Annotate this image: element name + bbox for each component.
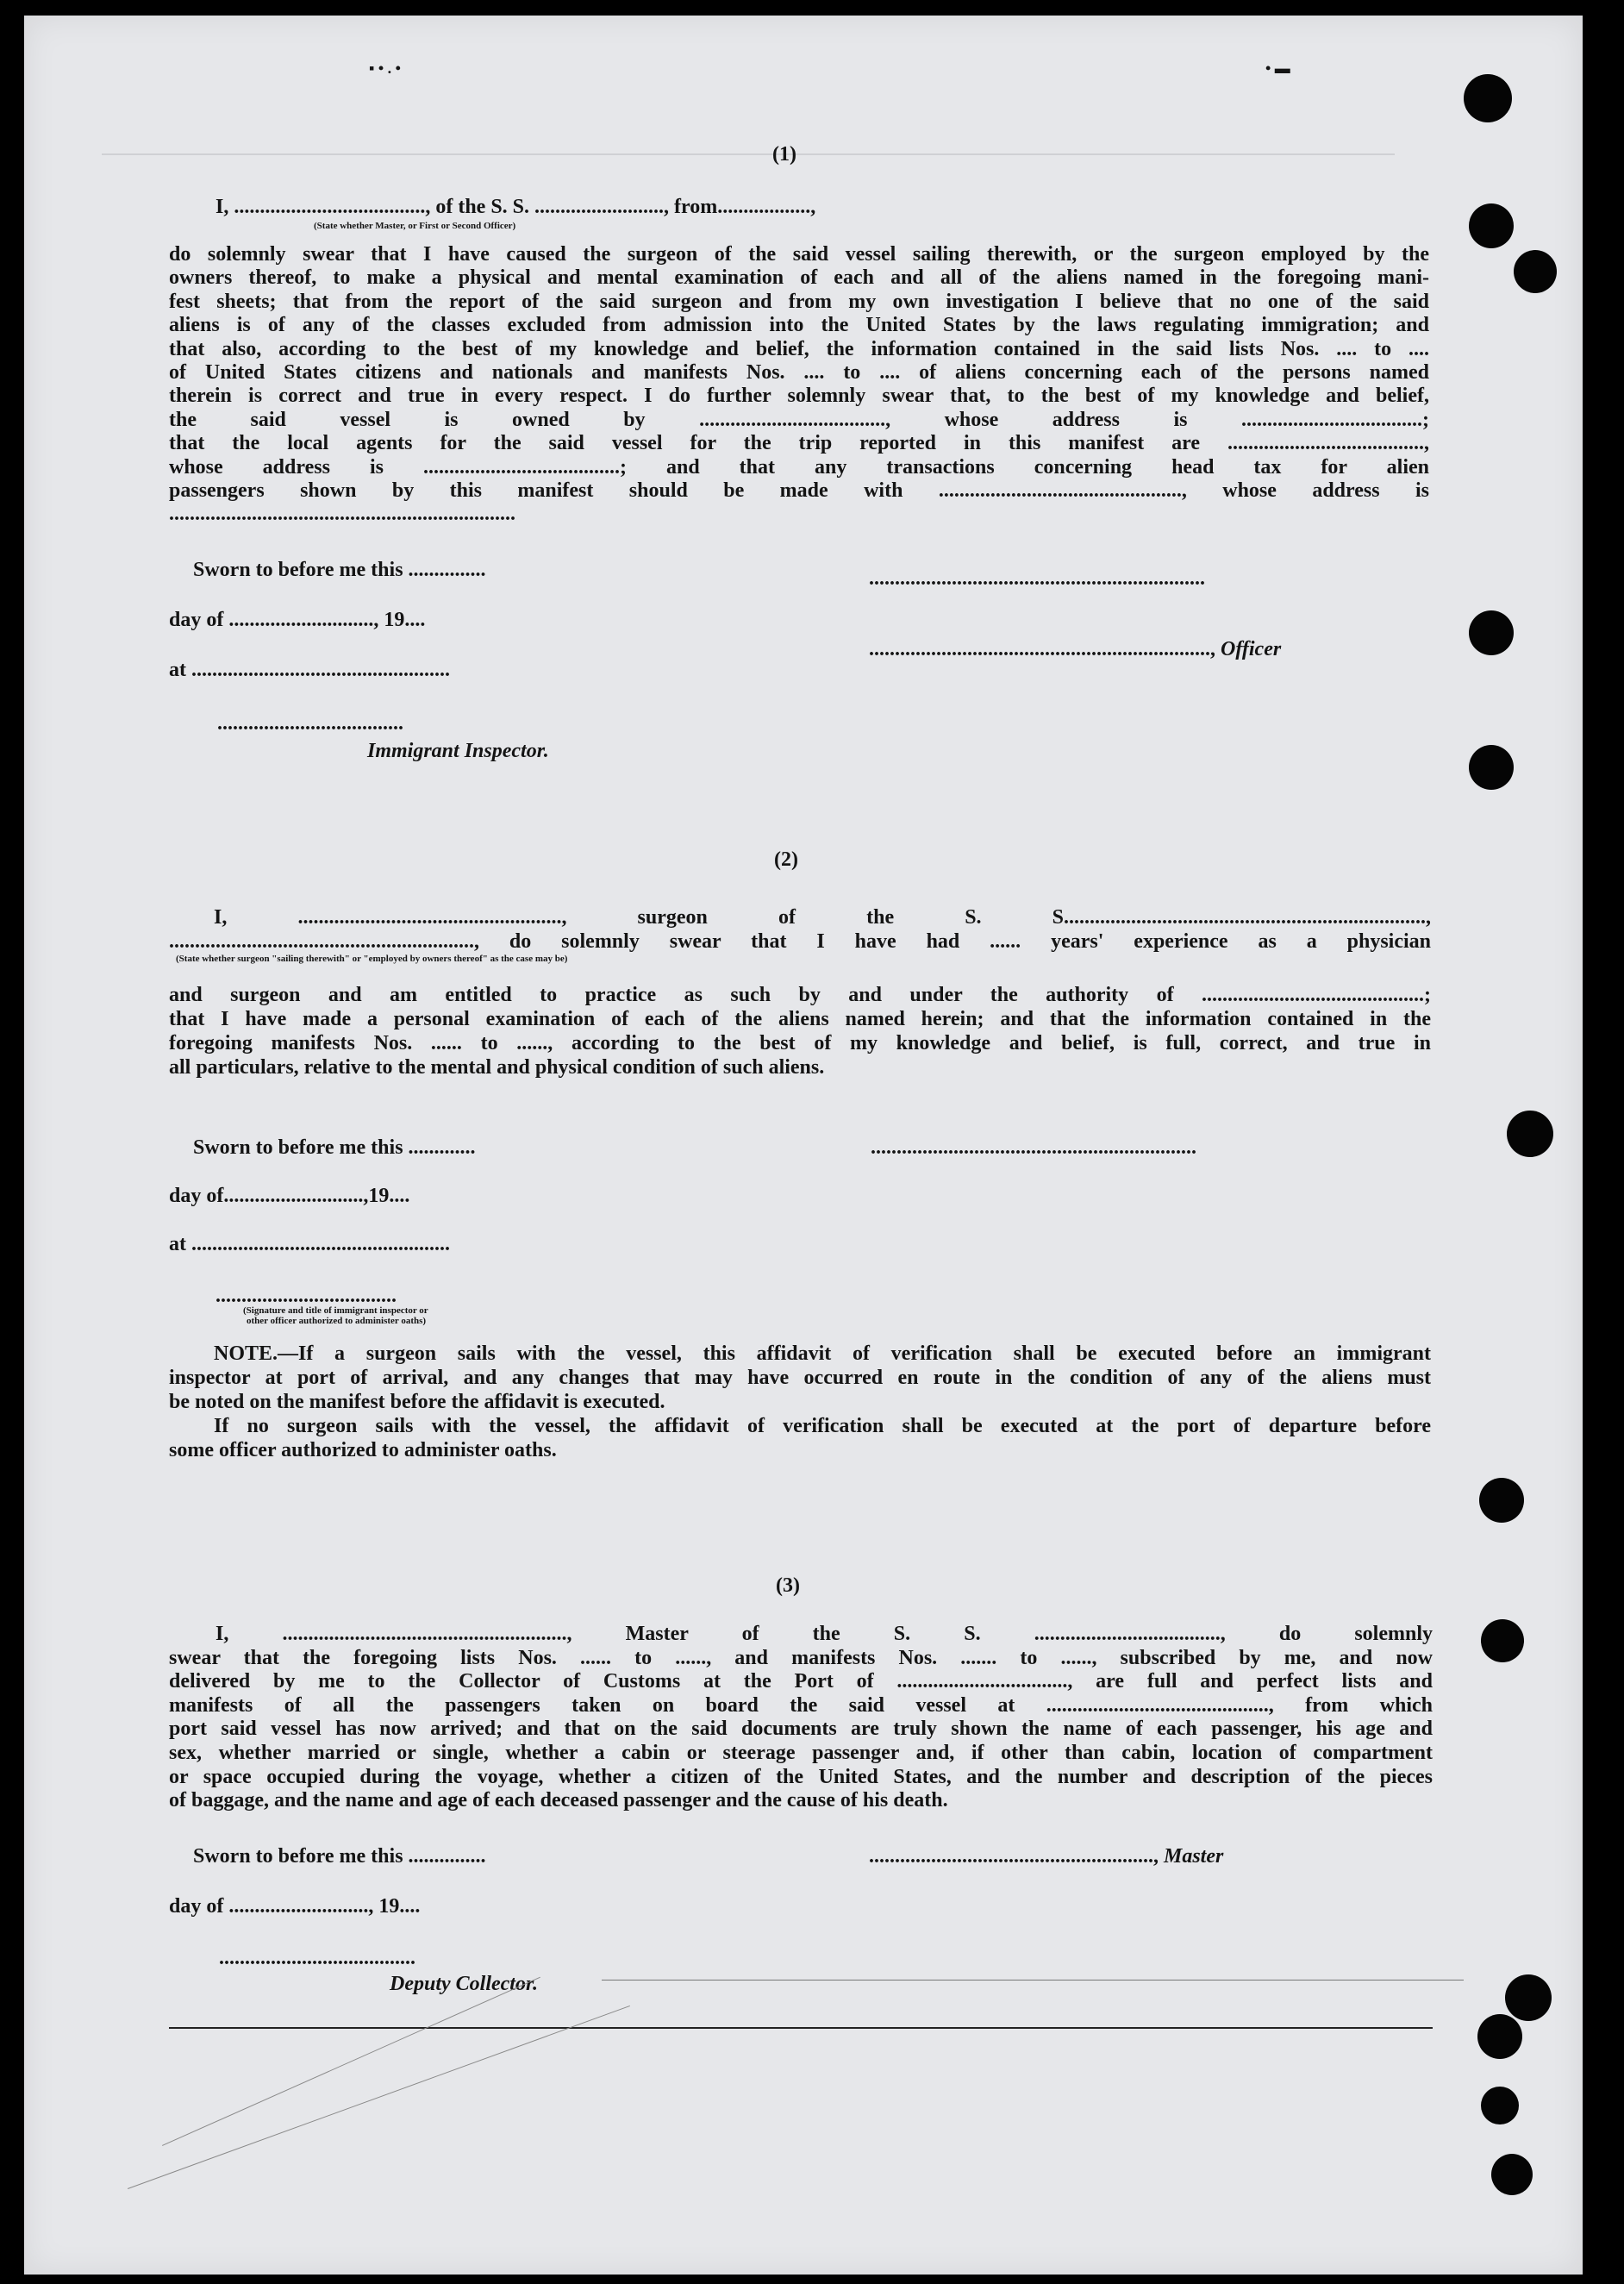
master-dots: ......................................................., [869,1845,1164,1868]
section-2-signature-note-1: (Signature and title of immigrant inspector or [243,1305,428,1316]
section-3-master-line [869,1845,1223,1868]
paragraph-line: aliens is of any of the classes excluded from admission into the United States by the laws regulating immigration; and [169,314,1429,337]
paragraph-line: therein is correct and true in every respect. I do further solemnly swear that, to the best of my knowledge and belief, [169,385,1429,408]
section-2-note [169,1342,1431,1462]
punch-hole [1464,74,1512,122]
note-text: If a surgeon sails with the vessel, this affidavit of verification shall be executed before an immigrant [298,1342,1431,1365]
section-1-right-dots: ................................................................. [869,567,1205,590]
faint-rule [602,1980,1464,1981]
paragraph-line: owners thereof, to make a physical and mental examination of each and all of the aliens named in the foregoing mani- [169,266,1429,290]
punch-hole [1481,2087,1519,2124]
punch-hole [1514,250,1557,293]
diagonal-pencil-line [162,1977,540,2146]
section-1-paragraph [169,243,1429,527]
paragraph-line: fest sheets; that from the report of the said surgeon and from my own investigation I believe that no one of the said [169,290,1429,313]
paragraph-line: passengers shown by this manifest should be made with ..............................................., whose address is [169,479,1429,503]
paragraph-line: that I have made a personal examination of each of the aliens named herein; and that the information contained in the [169,1008,1431,1030]
section-3-signature-dots: ...................................... [219,1947,415,1969]
section-2-line1 [214,905,1431,929]
punch-hole [1477,2014,1522,2059]
section-1-officer-line [869,638,1281,660]
paragraph-line: whose address is ......................................; and that any transactions concerning head tax for alien [169,455,1429,479]
section-2-line2-note: (State whether surgeon "sailing therewith" or "employed by owners thereof" as the case may be) [176,954,568,964]
paragraph-line: manifests of all the passengers taken on board the said vessel at ..........................................., from which [169,1693,1433,1717]
punch-hole [1507,1111,1553,1157]
section-2-signature-note-2: other officer authorized to administer oaths) [247,1316,427,1326]
header-mark-right: • ▬ [1265,59,1290,77]
punch-hole [1479,1478,1524,1523]
section-3-day: day of ..........................., 19.... [169,1895,421,1918]
paragraph-line: do solemnly swear that I have caused the surgeon of the said vessel sailing therewith, or the surgeon employed by the [169,243,1429,266]
section-1-line1-text: I, ....................................., of the S. S. ........................., from.................., [215,196,816,218]
paragraph-line: If no surgeon sails with the vessel, the affidavit of verification shall be executed at the port of departure before [214,1415,1431,1437]
paragraph-line: inspector at port of arrival, and any changes that may have occurred en route in the condition of any of the aliens must [169,1367,1431,1389]
punch-hole [1505,1974,1552,2021]
punch-hole [1469,745,1514,790]
punch-hole [1469,203,1514,248]
diagonal-pencil-line [128,2006,630,2189]
paragraph-line: swear that the foregoing lists Nos. ...... to ......, and manifests Nos. ....... to ......, subscribed by me, and now [169,1646,1433,1669]
paragraph-line: NOTE.—If a surgeon sails with the vessel, this affidavit of verification shall be executed before an immigrant [214,1342,1431,1365]
immigrant-inspector-label: Immigrant Inspector. [367,740,549,762]
paragraph-line: be noted on the manifest before the affidavit is executed. [169,1391,665,1413]
section-3-number: (3) [776,1574,800,1597]
section-2-day: day of...........................,19.... [169,1185,410,1207]
officer-label: Officer [1221,638,1282,660]
paragraph-line: some officer authorized to administer oaths. [169,1439,557,1461]
paragraph-line: I, ..................................................., surgeon of the S. S......................................................................, [214,906,1431,929]
paragraph-line: ..........................................................., do solemnly swear that I have had ...... years' experience as a physician [169,930,1431,953]
paragraph-line: all particulars, relative to the mental and physical condition of such aliens. [169,1056,825,1079]
paragraph-line: that also, according to the best of my knowledge and belief, the information contained in the said lists Nos. .... to .... [169,337,1429,360]
section-2-at: at .................................................. [169,1233,450,1255]
punch-hole [1469,610,1514,655]
section-1-signature-dots: .................................... [217,712,403,735]
note-label: NOTE. [214,1342,278,1365]
paragraph-line: and surgeon and am entitled to practice as such by and under the authority of ...........................................; [169,984,1431,1006]
punch-hole [1491,2154,1533,2195]
section-1-at: at .................................................. [169,659,450,681]
section-3-sworn: Sworn to before me this ............... [193,1845,486,1868]
section-1-line1 [215,195,1429,219]
officer-dots: .................................................................., [869,638,1221,660]
master-label: Master [1164,1845,1224,1868]
section-2-signature-dots: ................................... [215,1285,397,1307]
paragraph-line: of baggage, and the name and age of each deceased passenger and the cause of his death. [169,1789,948,1812]
section-1-line1-note: (State whether Master, or First or Second Officer) [314,221,516,231]
paragraph-line: that the local agents for the said vessel for the trip reported in this manifest are ......................................, [169,432,1429,455]
paragraph-line: the said vessel is owned by ...................................., whose address is ...................................; [169,408,1429,431]
section-1-sworn: Sworn to before me this ............... [193,559,486,581]
section-2-sworn: Sworn to before me this ............. [193,1136,476,1159]
bottom-rule [169,2027,1433,2029]
header-mark-left: ▪ • . • [369,59,401,77]
paragraph-line: ................................................................... [169,503,515,526]
paragraph-line: or space occupied during the voyage, whether a citizen of the United States, and the number and description of the pieces [169,1765,1433,1788]
section-2-right-dots: ............................................................... [871,1136,1196,1159]
paragraph-line: sex, whether married or single, whether a cabin or steerage passenger and, if other than cabin, location of compartment [169,1741,1433,1764]
section-1-number: (1) [772,143,796,166]
section-1-day: day of ............................, 19.... [169,609,426,631]
manifest-page [24,16,1583,2275]
bleed-through-mark [102,153,1395,155]
section-2-number: (2) [774,848,798,871]
deputy-collector-label: Deputy Collector. [390,1973,538,1995]
paragraph-line: I, ......................................................., Master of the S. S. ...................................., do solemnly [215,1623,1433,1645]
section-2-paragraph [169,983,1431,1079]
paragraph-line: port said vessel has now arrived; and that on the said documents are truly shown the name of each passenger, his age and [169,1718,1433,1741]
paragraph-line: foregoing manifests Nos. ...... to ......, according to the best of my knowledge and belief, is full, correct, and true in [169,1032,1431,1054]
paragraph-line: delivered by me to the Collector of Customs at the Port of ................................., are full and perfect lists and [169,1670,1433,1693]
section-2-line2 [169,929,1431,954]
section-3-paragraph [169,1623,1433,1813]
paragraph-line: of United States citizens and nationals and manifests Nos. .... to .... of aliens concerning each of the persons named [169,361,1429,385]
punch-hole [1481,1619,1524,1662]
